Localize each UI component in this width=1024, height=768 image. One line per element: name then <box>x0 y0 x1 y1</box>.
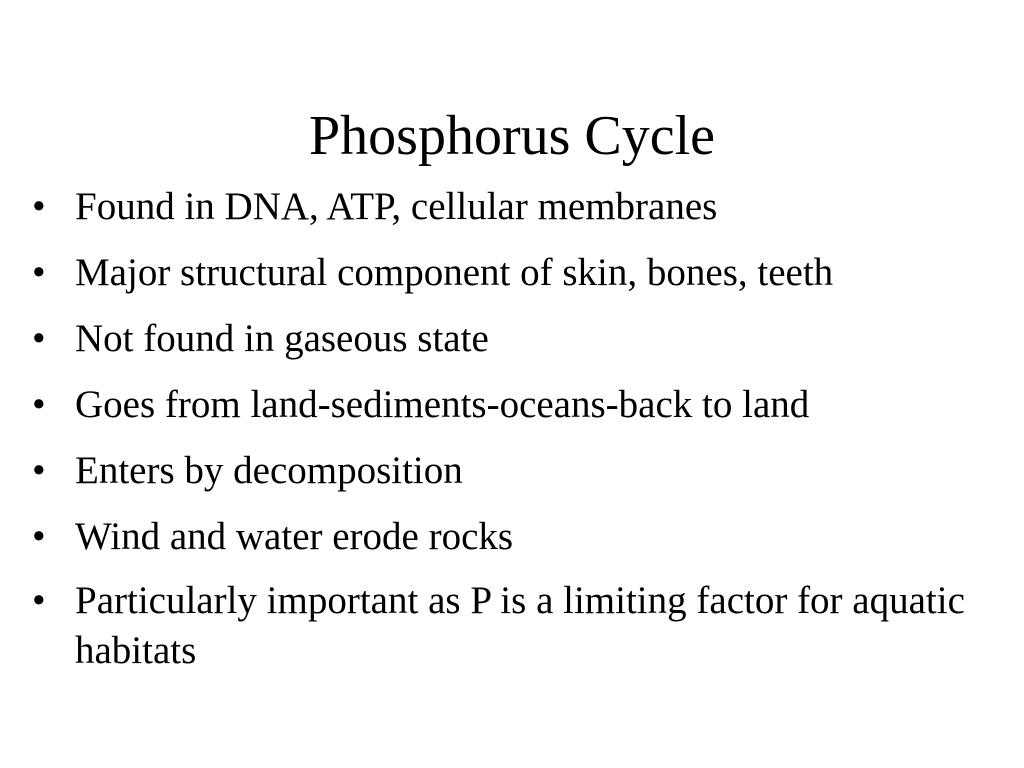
bullet-icon: • <box>32 449 46 492</box>
bullet-icon: • <box>32 185 46 228</box>
bullet-text: Enters by decomposition <box>75 449 463 492</box>
bullet-item <box>32 246 992 299</box>
bullet-item <box>32 378 992 431</box>
bullet-icon: • <box>32 579 46 622</box>
bullet-item <box>32 180 992 233</box>
bullet-text: Major structural component of skin, bones, teeth <box>75 251 834 294</box>
bullet-text: Goes from land-sediments-oceans-back to land <box>75 383 810 426</box>
bullet-item <box>32 576 992 676</box>
bullet-item <box>32 312 992 365</box>
bullet-text: Wind and water erode rocks <box>75 515 514 558</box>
bullet-item <box>32 444 992 497</box>
bullet-icon: • <box>32 251 46 294</box>
slide-title: Phosphorus Cycle <box>309 105 715 167</box>
bullet-list <box>32 180 992 689</box>
bullet-item <box>32 510 992 563</box>
bullet-icon: • <box>32 515 46 558</box>
bullet-text: Particularly important as P is a limiting factor for aquatic habitats <box>75 579 965 672</box>
bullet-icon: • <box>32 383 46 426</box>
bullet-text: Found in DNA, ATP, cellular membranes <box>75 185 718 228</box>
bullet-icon: • <box>32 317 46 360</box>
bullet-text: Not found in gaseous state <box>75 317 489 360</box>
